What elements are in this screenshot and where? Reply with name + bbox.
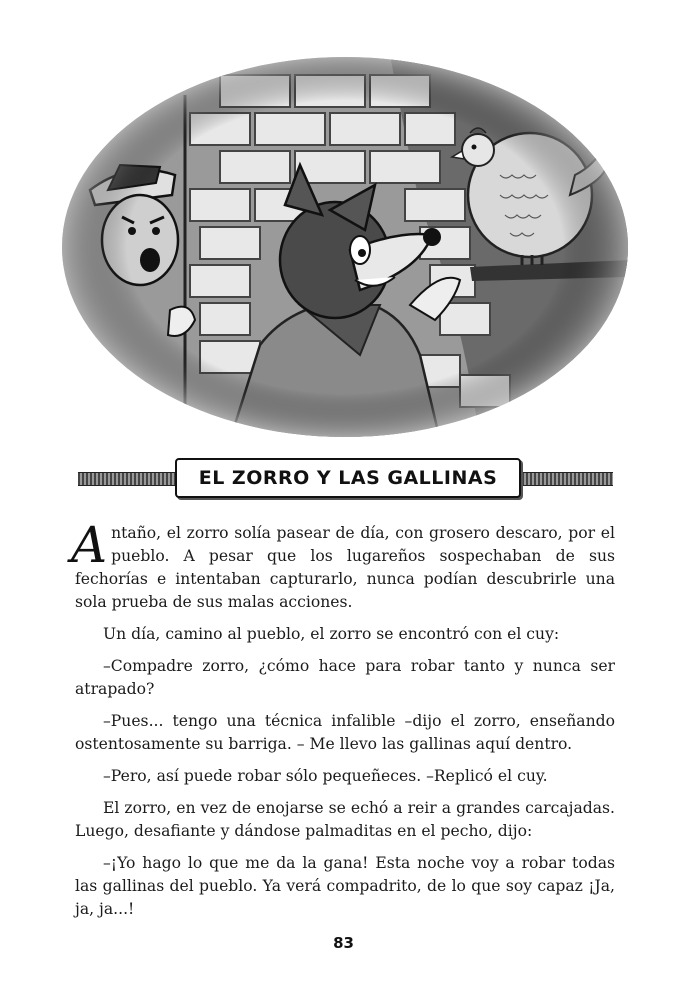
story-body — [71, 516, 615, 930]
story-title: EL ZORRO Y LAS GALLINAS — [198, 467, 498, 489]
paragraph: –Pues... tengo una técnica infalible –dijo el zorro, enseñando ostentosamente su barriga. – Me llevo las gallinas aquí dentro. — [75, 712, 615, 753]
paragraph: Antaño, el zorro solía pasear de día, con grosero descaro, por el pueblo. A pesar que los lugareños sospechaban de sus fechorías e intentaban capturarlo, nunca podían descubrirle una sola prueba de sus malas acciones. — [71, 516, 615, 611]
drop-cap: A — [71, 516, 108, 574]
story-illustration — [60, 55, 630, 440]
title-box — [175, 458, 521, 498]
paragraph: El zorro, en vez de enojarse se echó a reir a grandes carcajadas. Luego, desafiante y dándose palmaditas en el pecho, dijo: — [75, 799, 615, 840]
paragraph: –Pero, así puede robar sólo pequeñeces. –Replicó el cuy. — [103, 767, 548, 785]
title-banner — [78, 458, 613, 498]
paragraph: Un día, camino al pueblo, el zorro se encontró con el cuy: — [103, 625, 560, 643]
paragraph: –Compadre zorro, ¿cómo hace para robar tanto y nunca ser atrapado? — [75, 657, 615, 698]
page-number: 83 — [333, 934, 354, 952]
paragraph: –¡Yo hago lo que me da la gana! Esta noche voy a robar todas las gallinas del pueblo. Ya verá compadrito, de lo que soy capaz ¡Ja, ja, ja...! — [75, 854, 615, 918]
